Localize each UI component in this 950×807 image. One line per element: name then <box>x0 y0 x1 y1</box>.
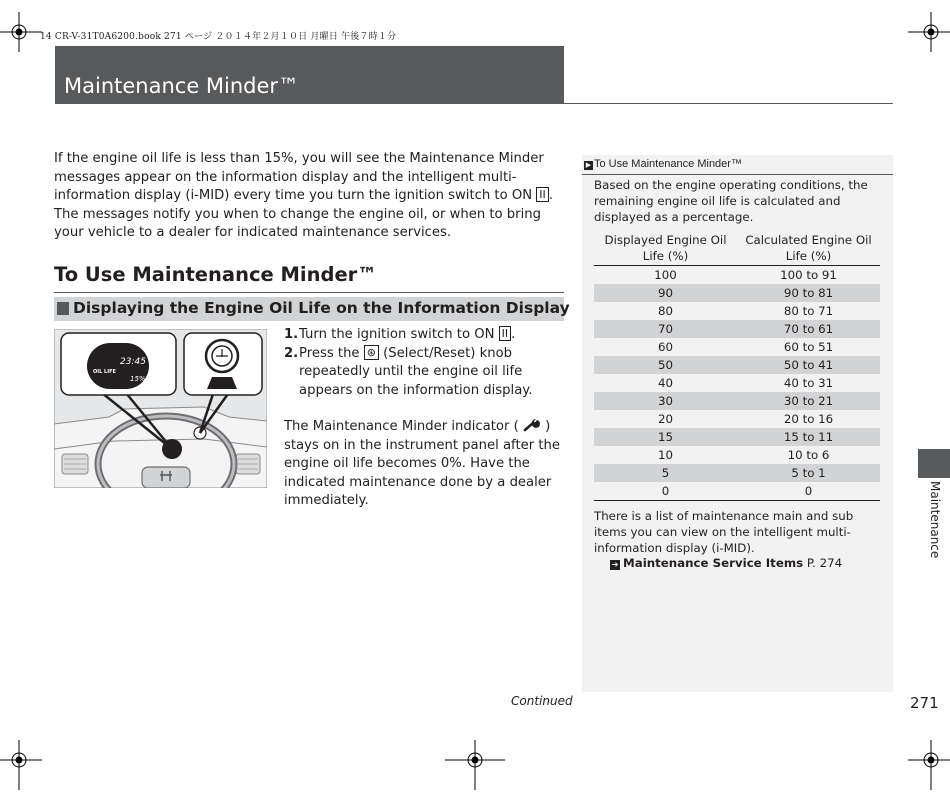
cell-calculated: 90 to 81 <box>737 284 880 302</box>
cell-displayed: 15 <box>594 428 737 446</box>
intro-text-1: If the engine oil life is less than 15%, you will see the Maintenance Minder messages appear on the information display and the intelligent multi-information display (i-MID) every time you turn the ignition switch to ON <box>54 151 544 203</box>
indicator-paragraph <box>284 418 566 511</box>
display-oil-label: OIL LIFE <box>93 369 116 375</box>
select-reset-knob-icon: ⊛ <box>364 345 379 360</box>
cell-displayed: 40 <box>657 376 673 390</box>
crop-mark-bottom-left-icon <box>0 740 60 790</box>
table-row <box>594 410 880 428</box>
indicator-text-2: ) stays on in the instrument panel after the engine oil life becomes 0%. Have the indicated maintenance done by a dealer immediately. <box>284 419 560 508</box>
cell-displayed: 100 <box>654 268 677 282</box>
cell-calculated: 30 to 21 <box>737 392 880 410</box>
page-title: Maintenance Minder™ <box>64 74 300 98</box>
continued-label: Continued <box>511 694 573 708</box>
crop-mark-top-right-icon <box>890 12 950 52</box>
cell-calculated: 70 to 61 <box>737 320 880 338</box>
table-row <box>594 428 880 446</box>
sidebar-heading-text: To Use Maintenance Minder™ <box>594 158 742 170</box>
step-1-number: 1. <box>284 327 299 342</box>
table-row <box>594 266 880 285</box>
section-rule <box>54 292 564 293</box>
cell-displayed: 20 <box>657 412 673 426</box>
step-2-number: 2. <box>284 345 299 361</box>
print-header: 14 CR-V-31T0A6200.book 271 ページ ２０１４年２月１０日 月曜日 午後７時１分 <box>40 32 397 42</box>
steps-list <box>284 326 566 400</box>
table-row <box>594 320 880 338</box>
cell-calculated: 80 to 71 <box>783 304 834 318</box>
cell-displayed: 70 <box>594 320 737 338</box>
cell-displayed: 60 <box>657 340 673 354</box>
sidebar-heading <box>584 158 742 170</box>
crop-mark-bottom-center-icon <box>445 740 505 790</box>
cell-displayed: 30 <box>594 392 737 410</box>
cell-calculated: 0 <box>737 482 880 501</box>
step-2 <box>284 345 566 401</box>
table-row <box>594 338 880 356</box>
ignition-key-icon: II <box>536 187 549 202</box>
section-heading: To Use Maintenance Minder™ <box>54 263 377 286</box>
subsection-heading: Displaying the Engine Oil Life on the Information Display <box>73 299 570 317</box>
wrench-icon <box>523 418 541 432</box>
table-body <box>594 266 880 501</box>
cell-displayed: 90 <box>594 284 737 302</box>
table-row <box>594 464 880 482</box>
ignition-key-icon: II <box>499 326 512 341</box>
table-header-calculated: Calculated Engine Oil Life (%) <box>737 231 880 266</box>
cell-displayed: 0 <box>594 482 737 501</box>
link-text[interactable]: Maintenance Service Items <box>623 556 804 570</box>
step-2-text: Press the <box>299 345 364 361</box>
link-page: P. 274 <box>806 556 843 570</box>
page-number: 271 <box>910 694 939 712</box>
link-arrow-icon: ➔ <box>611 560 619 569</box>
intro-text-2: . The messages notify you when to change the engine oil, or when to bring your vehicle to a dealer for indicated maintenance services. <box>54 188 553 240</box>
cell-calculated: 60 to 51 <box>783 340 834 354</box>
maintenance-service-items-link[interactable] <box>610 556 842 570</box>
table-row <box>594 482 880 501</box>
step-1-text: Turn the ignition switch to ON <box>299 327 499 342</box>
table-row <box>594 302 880 320</box>
sidebar-rule <box>582 174 893 175</box>
chapter-tab-label: Maintenance <box>928 481 942 559</box>
reference-arrow-icon: ▶ <box>585 162 592 169</box>
table-row <box>594 446 880 464</box>
display-percent: 15% <box>130 375 146 383</box>
cell-displayed: 5 <box>594 464 737 482</box>
intro-paragraph <box>54 150 566 243</box>
cell-calculated: 15 to 11 <box>737 428 880 446</box>
table-row <box>594 356 880 374</box>
table-header-row <box>594 231 880 266</box>
cell-displayed: 80 <box>657 304 673 318</box>
cell-displayed: 50 <box>594 356 737 374</box>
oil-life-table <box>594 231 880 501</box>
step-2-text-end: (Select/Reset) knob repeatedly until the engine oil life appears on the information display. <box>299 345 533 398</box>
sidebar-outro: There is a list of maintenance main and sub items you can view on the intelligent multi-information display (i-MID). <box>594 509 854 555</box>
cell-calculated: 10 to 6 <box>787 448 830 462</box>
table-row <box>594 374 880 392</box>
cell-calculated: 40 to 31 <box>783 376 834 390</box>
indicator-text-1: The Maintenance Minder indicator ( <box>284 419 519 434</box>
dashboard-illustration <box>54 329 267 488</box>
sidebar-intro: Based on the engine operating conditions, the remaining engine oil life is calculated and displayed as a percentage. <box>594 178 868 224</box>
crop-mark-bottom-right-icon <box>890 740 950 790</box>
display-time: 23:45 <box>120 357 146 367</box>
cell-calculated: 50 to 41 <box>737 356 880 374</box>
table-header-displayed: Displayed Engine Oil Life (%) <box>594 231 737 266</box>
step-1-text-end: . <box>511 327 516 342</box>
cell-calculated: 5 to 1 <box>737 464 880 482</box>
cell-calculated: 20 to 16 <box>783 412 834 426</box>
cell-displayed: 10 <box>657 448 673 462</box>
subsection-square-icon <box>57 302 69 315</box>
title-rule <box>564 103 893 104</box>
chapter-tab <box>918 449 950 478</box>
table-row <box>594 284 880 302</box>
step-1 <box>284 326 566 345</box>
table-row <box>594 392 880 410</box>
cell-calculated: 100 to 91 <box>780 268 837 282</box>
